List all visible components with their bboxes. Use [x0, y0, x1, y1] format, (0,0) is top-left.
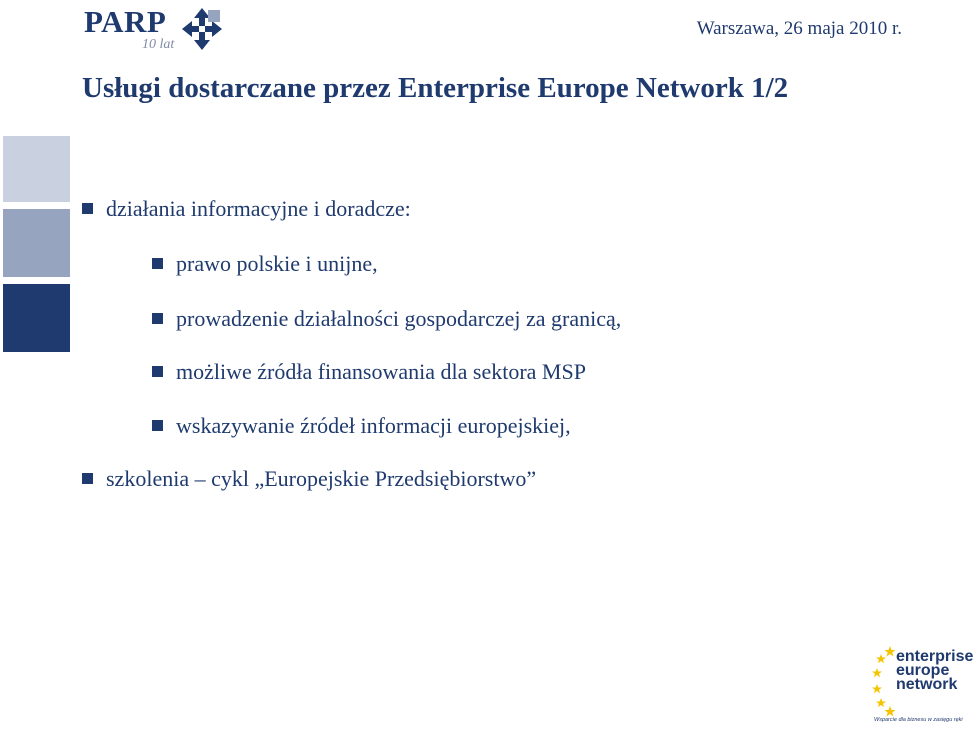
bullet-text: wskazywanie źródeł informacji europejskiej,	[176, 413, 571, 438]
parp-logo	[84, 4, 234, 56]
een-logo	[872, 644, 973, 729]
bullet-item	[82, 466, 536, 492]
bullet-text: prowadzenie działalności gospodarczej za granicą,	[176, 306, 622, 331]
bullet-item	[152, 359, 586, 385]
een-tagline: Wsparcie dla biznesu w zasięgu ręki	[874, 717, 963, 723]
bullet-text: prawo polskie i unijne,	[176, 251, 378, 276]
square-bullet-icon	[152, 366, 163, 377]
decor-block-mid	[3, 209, 70, 277]
square-bullet-icon	[152, 420, 163, 431]
decor-block-light	[3, 136, 70, 202]
parp-arrows-icon	[180, 6, 224, 52]
bullet-text: szkolenia – cykl „Europejskie Przedsiębiorstwo”	[106, 466, 537, 491]
bullet-text: działania informacyjne i doradcze:	[106, 196, 411, 221]
parp-logo-anniversary: 10 lat	[142, 37, 175, 52]
decor-block-dark	[3, 284, 70, 352]
bullet-item	[82, 196, 411, 222]
slide-title: Usługi dostarczane przez Enterprise Europe Network 1/2	[82, 72, 789, 104]
een-line: europe	[896, 662, 950, 679]
een-line: network	[896, 676, 958, 693]
bullet-text: możliwe źródła finansowania dla sektora MSP	[176, 359, 586, 384]
een-line: enterprise	[896, 648, 973, 665]
bullet-item	[152, 413, 571, 439]
square-bullet-icon	[152, 313, 163, 324]
bullet-item	[152, 251, 378, 277]
header-date: Warszawa, 26 maja 2010 r.	[696, 18, 902, 39]
square-bullet-icon	[82, 203, 93, 214]
square-bullet-icon	[152, 258, 163, 269]
bullet-item	[152, 306, 621, 332]
parp-logo-name: PARP	[84, 4, 167, 39]
een-wordmark	[896, 650, 973, 692]
square-bullet-icon	[82, 473, 93, 484]
